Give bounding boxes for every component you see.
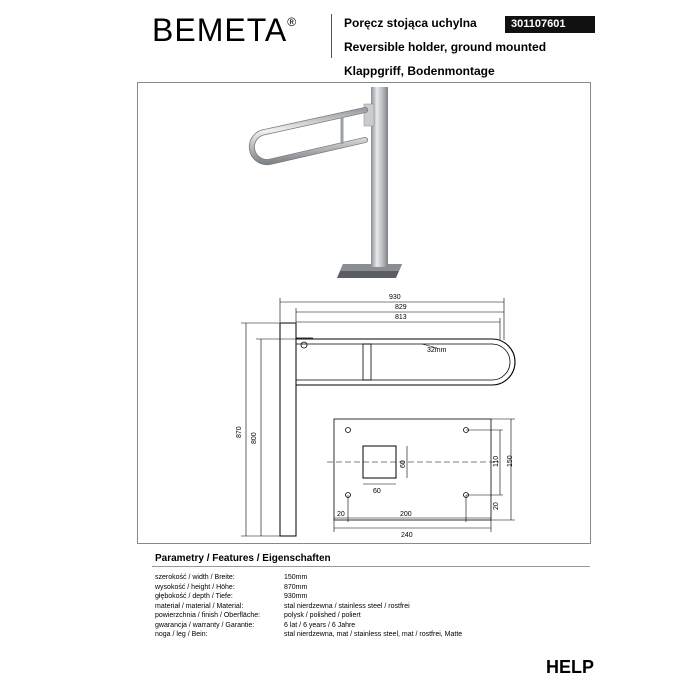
dim-829: 829 — [395, 304, 407, 311]
base-plate-drawing — [327, 419, 499, 520]
grab-bar — [252, 110, 365, 162]
title-polish: Poręcz stojąca uchylna — [344, 16, 477, 30]
top-dimensions — [280, 298, 504, 348]
dim-200: 200 — [400, 511, 412, 518]
base-plate-dimensions — [334, 419, 515, 532]
feature-row-leg — [155, 630, 595, 640]
feature-label: powierzchnia / finish / Oberfläche: — [155, 612, 261, 619]
features-heading: Parametry / Features / Eigenschaften — [155, 553, 331, 564]
dim-870: 870 — [236, 426, 243, 438]
dim-813: 813 — [395, 314, 407, 321]
feature-value: 870mm — [284, 583, 308, 591]
header-divider — [331, 14, 332, 58]
title-english: Reversible holder, ground mounted — [344, 40, 547, 54]
feature-value: 930mm — [284, 593, 308, 600]
feature-label: głębokość / depth / Tiefe: — [155, 593, 233, 600]
feature-label: noga / leg / Bein: — [155, 631, 208, 638]
feature-row-material — [155, 602, 595, 612]
dim-800: 800 — [251, 432, 258, 444]
feature-row-height — [155, 583, 595, 593]
dim-20-horizontal: 20 — [337, 511, 345, 518]
feature-value: stal nierdzewna / stainless steel / rostfrei — [284, 602, 410, 610]
dim-20-vertical: 20 — [493, 502, 500, 510]
feature-value: 6 lat / 6 years / 6 Jahre — [284, 621, 356, 629]
feature-row-finish — [155, 611, 595, 621]
dim-150: 150 — [507, 455, 514, 467]
feature-label: wysokość / height / Höhe: — [155, 583, 235, 591]
help-label: HELP — [546, 657, 595, 677]
feature-value: stal nierdzewna, mat / stainless steel, mat / rostfrei, Matte — [284, 631, 463, 638]
brand-name: BEMETA — [152, 12, 288, 48]
feature-label: szerokość / width / Breite: — [155, 574, 235, 581]
feature-label: gwarancja / warranty / Garantie: — [155, 621, 255, 629]
brand-logo — [152, 14, 297, 46]
feature-row-depth — [155, 592, 595, 602]
side-view — [280, 323, 515, 536]
features-table — [155, 573, 595, 640]
dim-930: 930 — [389, 294, 401, 301]
feature-row-warranty — [155, 621, 595, 631]
feature-label: materiał / material / Material: — [155, 602, 244, 610]
dim-110: 110 — [493, 455, 500, 467]
title-german: Klappgriff, Bodenmontage — [344, 64, 495, 78]
feature-value: polysk / polished / poliert — [284, 612, 361, 619]
technical-drawing — [137, 82, 591, 544]
dim-240: 240 — [401, 532, 413, 539]
dim-32mm: 32mm — [427, 347, 447, 354]
product-photo — [252, 87, 402, 278]
registered-mark: ® — [287, 15, 298, 29]
dim-60-horizontal: 60 — [373, 488, 381, 495]
feature-value: 150mm — [284, 574, 308, 581]
product-code: 301107601 — [505, 16, 595, 33]
dim-60-vertical: 60 — [400, 460, 407, 468]
features-divider — [152, 566, 590, 567]
feature-row-width — [155, 573, 595, 583]
